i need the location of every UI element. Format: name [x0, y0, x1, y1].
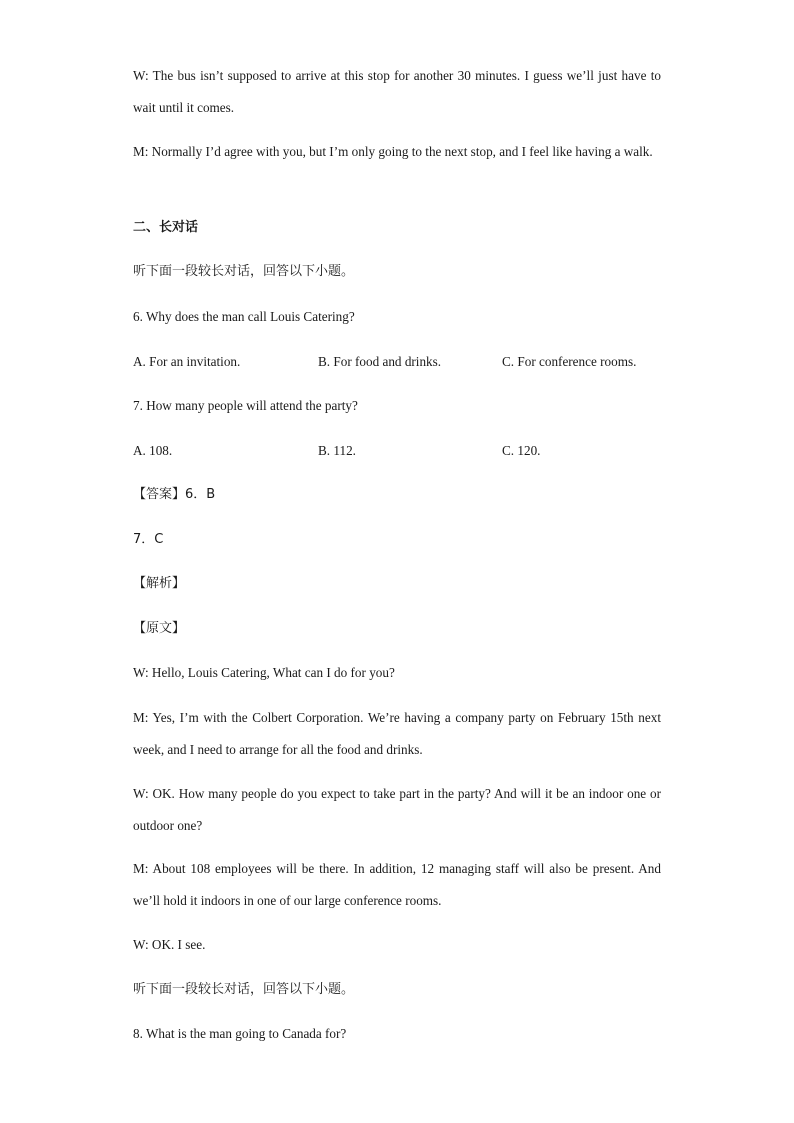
transcript-label: 【原文】 — [133, 621, 186, 636]
question-7-option-b: B. 112. — [318, 443, 356, 458]
question-6-option-b: B. For food and drinks. — [318, 354, 442, 369]
question-7-option-c: C. 120. — [502, 443, 541, 458]
transcript-line: M: Yes, I’m with the Colbert Corporation. We’re having a company party on February 15th next week, and I need to arrange for all the food and drinks. — [133, 710, 661, 757]
dialogue-m-line: M: Normally I’d agree with you, but I’m only going to the next stop, and I feel like having a walk. — [133, 144, 653, 159]
section-instruction-2: 听下面一段较长对话，回答以下小题。 — [133, 982, 355, 997]
analysis-label: 【解析】 — [133, 576, 186, 591]
question-6-stem: 6. Why does the man call Louis Catering? — [133, 309, 355, 324]
transcript-line: W: OK. I see. — [133, 937, 206, 952]
transcript-line: W: Hello, Louis Catering, What can I do for you? — [133, 665, 395, 680]
answer-line-2: 7．C — [133, 532, 164, 547]
dialogue-w-line: W: The bus isn’t supposed to arrive at this stop for another 30 minutes. I guess we’ll just have to wait until it comes. — [133, 68, 661, 115]
question-6-option-c: C. For conference rooms. — [502, 354, 637, 369]
transcript-line: M: About 108 employees will be there. In addition, 12 managing staff will also be present. And we’ll hold it indoors in one of our large conference rooms. — [133, 861, 661, 908]
question-7-stem: 7. How many people will attend the party? — [133, 398, 358, 413]
question-6-options — [133, 346, 661, 378]
question-7-options — [133, 435, 661, 467]
question-6-option-a: A. For an invitation. — [133, 354, 241, 369]
section-instruction: 听下面一段较长对话，回答以下小题。 — [133, 264, 355, 279]
transcript-line: W: OK. How many people do you expect to take part in the party? And will it be an indoor one or outdoor one? — [133, 786, 661, 833]
section-heading: 二、长对话 — [133, 220, 199, 235]
answer-line-1: 【答案】6．B — [133, 487, 216, 502]
question-7-option-a: A. 108. — [133, 443, 173, 458]
question-8-stem: 8. What is the man going to Canada for? — [133, 1026, 347, 1041]
